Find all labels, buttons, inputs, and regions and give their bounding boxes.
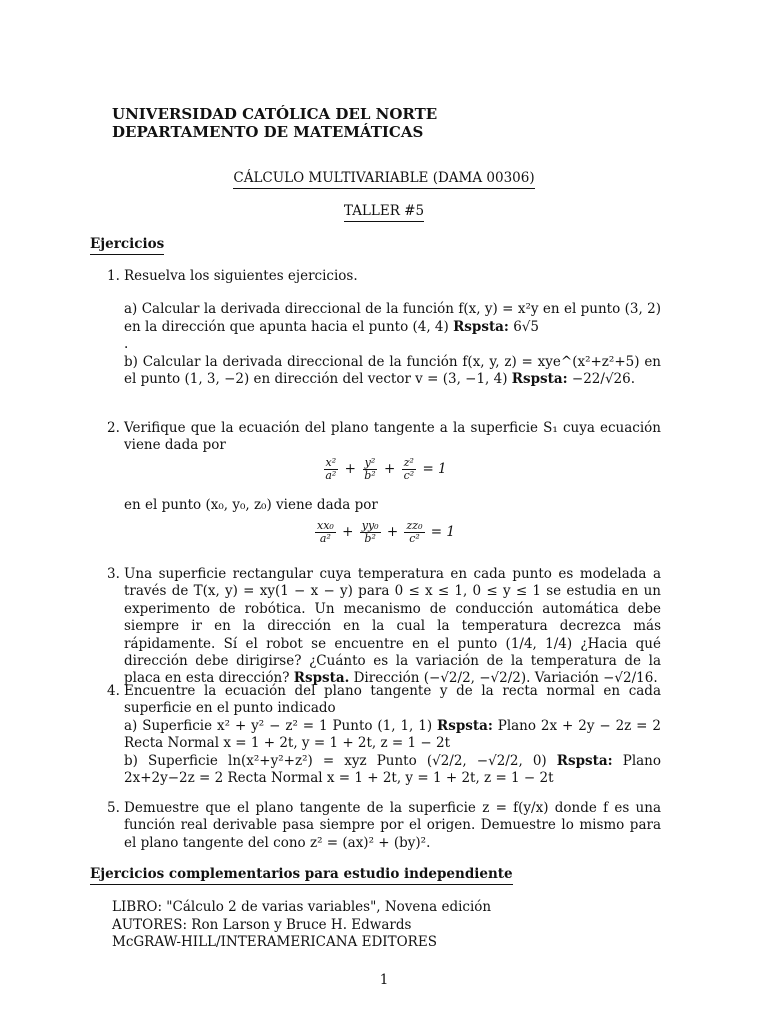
exercise-4a-answer: Plano 2x + 2y − 2z = 2 Recta Normal x = 1 + 2t, y = 1 + 2t, z = 1 − 2t bbox=[124, 717, 661, 752]
exercise-1b-answer: −22/√26. bbox=[571, 371, 636, 388]
exercise-1-intro: Resuelva los siguientes ejercicios. bbox=[124, 268, 358, 284]
answer-label: Rspsta. bbox=[293, 670, 350, 687]
exercise-4 bbox=[107, 683, 661, 787]
book-line-3: McGRAW-HILL/INTERAMERICANA EDITORES bbox=[112, 934, 437, 950]
course-title-wrap bbox=[0, 170, 768, 189]
exercise-1a-answer: 6√5 bbox=[513, 318, 539, 335]
exercise-3-body bbox=[107, 566, 661, 688]
exercise-number: 2. bbox=[107, 420, 120, 436]
exercise-1 bbox=[107, 268, 661, 388]
page-number: 1 bbox=[379, 972, 389, 988]
ellipsoid-equation: $\frac{\text{x²}}{\text{a²}}$ + $\frac{\text{y²}}{\text{b²}}$ + $\frac{\text{z²}}{\text{c²}}$ = 1 bbox=[325, 455, 447, 482]
exercise-3-answer: Dirección (−√2/2, −√2/2). Variación −√2/16. bbox=[353, 670, 658, 687]
stray-dot: . bbox=[124, 336, 129, 353]
exercise-4a bbox=[107, 718, 661, 753]
exercise-1a bbox=[107, 301, 661, 336]
book-line-1: LIBRO: "Cálculo 2 de varias variables", Novena edición bbox=[112, 899, 492, 915]
exercise-1b bbox=[107, 354, 661, 389]
exercise-4b-text: b) Superficie ln(x²+y²+z²) = xyz Punto (√2/2, −√2/2, 0) bbox=[124, 752, 547, 769]
exercise-4b bbox=[107, 753, 661, 788]
exercise-number: 1. bbox=[107, 268, 120, 284]
course-title: CÁLCULO MULTIVARIABLE (DAMA 00306) bbox=[233, 170, 534, 189]
exercise-5-text: Demuestre que el plano tangente de la superficie z = f(y/x) donde f es una función real derivable pasa siempre por el origen. Demuestre lo mismo para el plano tangente del cono z² = (ax)² + (by)². bbox=[124, 800, 661, 851]
answer-label: Rspsta: bbox=[556, 752, 613, 769]
exercise-number: 3. bbox=[107, 566, 120, 582]
tangent-plane-equation: $\frac{\text{xx₀}}{\text{a²}}$ + $\frac{\text{yy₀}}{\text{b²}}$ + $\frac{\text{zz₀}}{\text{c²}}$ = 1 bbox=[317, 519, 455, 546]
answer-label: Rspsta: bbox=[511, 371, 568, 388]
exercise-number: 4. bbox=[107, 683, 120, 699]
exercise-number: 5. bbox=[107, 800, 120, 816]
answer-label: Rspsta: bbox=[437, 717, 493, 734]
taller-wrap bbox=[0, 203, 768, 222]
exercise-1b-text: b) Calcular la derivada direccional de la función f(x, y, z) = xye^(x²+z²+5) en el punto (1, 3, −2) en dirección del vector v = (3, −1, 4) bbox=[124, 353, 661, 388]
book-line-2: AUTORES: Ron Larson y Bruce H. Edwards bbox=[112, 917, 412, 933]
exercise-3 bbox=[107, 566, 661, 688]
section-exercises-label: Ejercicios bbox=[90, 236, 164, 255]
section-heading-exercises bbox=[90, 236, 164, 255]
exercise-2 bbox=[107, 420, 661, 556]
section-complementary-label: Ejercicios complementarios para estudio independiente bbox=[90, 866, 513, 885]
section-heading-complementary bbox=[90, 866, 513, 885]
exercise-5 bbox=[107, 800, 661, 852]
answer-label: Rspsta: bbox=[453, 318, 509, 335]
exercise-4-intro: Encuentre la ecuación del plano tangente y de la recta normal en cada superficie en el punto indicado bbox=[124, 683, 661, 717]
exercise-1a-text: a) Calcular la derivada direccional de la función f(x, y) = x²y en el punto (3, 2) en la dirección que apunta hacia el punto (4, 4) bbox=[124, 301, 661, 335]
exercise-4a-text: a) Superficie x² + y² − z² = 1 Punto (1, 1, 1) bbox=[124, 717, 433, 734]
taller-title: TALLER #5 bbox=[344, 203, 424, 222]
exercise-2-text2: en el punto (x₀, y₀, z₀) viene dada por bbox=[124, 496, 378, 513]
exercise-2-text: Verifique que la ecuación del plano tangente a la superficie S₁ cuya ecuación viene dada por bbox=[124, 420, 661, 454]
exercise-3-text: Una superficie rectangular cuya temperatura en cada punto es modelada a través de T(x, y) = xy(1 − x − y) para 0 ≤ x ≤ 1, 0 ≤ y ≤ 1 se estudia en un experimento de robótica. Un mecanismo de conducción automática debe siempre ir en la dirección en la cual la temperatura decrezca más rápidamente. Sí el robot se encuentre en el punto (1/4, 1/4) ¿Hacia qué dirección debe dirigirse? ¿Cuánto es la variación de la temperatura de la placa en esta dirección? bbox=[124, 566, 661, 687]
university-name: UNIVERSIDAD CATÓLICA DEL NORTE bbox=[112, 105, 438, 123]
department-name: DEPARTAMENTO DE MATEMÁTICAS bbox=[112, 123, 424, 141]
exercise-4b-answer: Plano 2x+2y−2z = 2 Recta Normal x = 1 + 2t, y = 1 + 2t, z = 1 − 2t bbox=[124, 752, 662, 787]
